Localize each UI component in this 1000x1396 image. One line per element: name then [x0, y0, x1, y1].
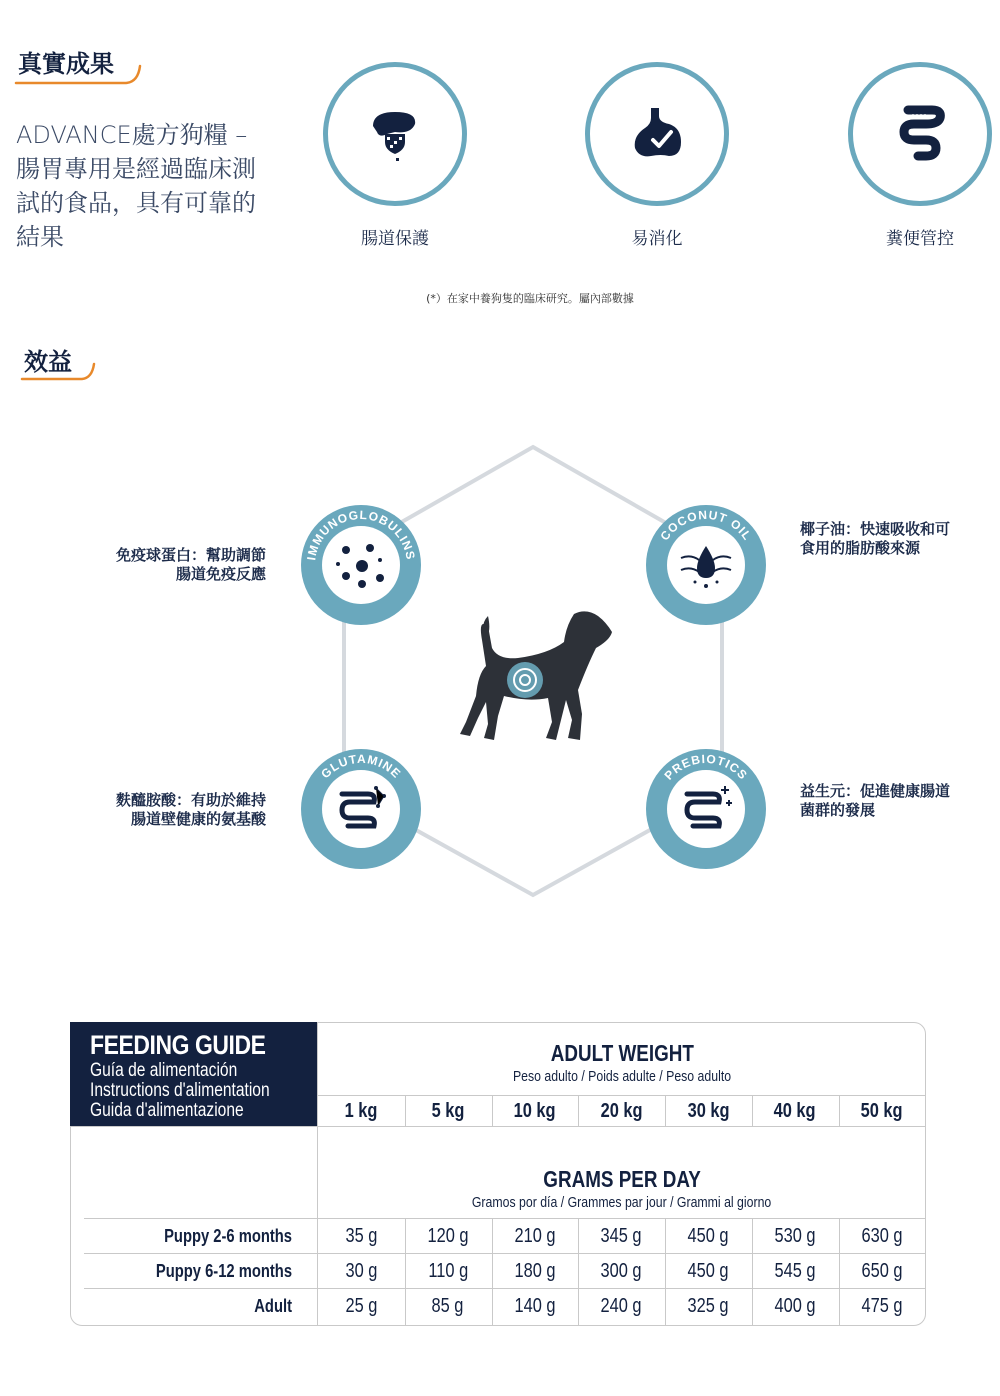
weight-col-header: 1 kg [344, 1100, 378, 1122]
results-title: 真實成果 [18, 50, 114, 78]
table-cell: 530 g [774, 1225, 816, 1247]
row-label: Adult [254, 1296, 292, 1316]
benefits-title: 效益 [24, 348, 72, 376]
adult-weight-heading [318, 1040, 926, 1085]
badge-label-glutamine: GLUTAMINE [318, 751, 404, 782]
oil-drop-icon [667, 526, 745, 604]
immune-cells-icon [322, 526, 400, 604]
table-cell: 85 g [431, 1295, 464, 1317]
feeding-guide-header [70, 1022, 318, 1126]
feeding-guide-subtitle-fr: Instructions d'alimentation [90, 1080, 270, 1101]
feeding-guide-title: FEEDING GUIDE [90, 1030, 266, 1060]
badge-label-immunoglobulins: IMMUNOGLOBULINS [304, 507, 418, 562]
intestine-plus-icon [667, 770, 745, 848]
weight-col-header: 20 kg [600, 1100, 643, 1122]
table-cell: 630 g [861, 1225, 903, 1247]
adult-weight-title: ADULT WEIGHT [550, 1040, 694, 1066]
table-cell: 180 g [514, 1260, 556, 1282]
row-label: Puppy 2-6 months [164, 1226, 292, 1246]
table-cell: 450 g [687, 1260, 729, 1282]
table-cell: 345 g [600, 1225, 642, 1247]
weight-col-header: 50 kg [860, 1100, 903, 1122]
grams-title: GRAMS PER DAY [543, 1166, 701, 1192]
row-label: Puppy 6-12 months [155, 1261, 292, 1281]
table-cell: 35 g [345, 1225, 377, 1247]
benefit-badge-immunoglobulins [301, 505, 421, 625]
table-cell: 110 g [427, 1260, 468, 1282]
weight-col-header: 5 kg [431, 1100, 465, 1122]
benefit-text-coconut-oil: 椰子油：快速吸收和可 食用的脂肪酸來源 [800, 520, 951, 557]
table-cell: 325 g [687, 1295, 729, 1317]
feeding-guide-subtitle-it: Guida d'alimentazione [90, 1100, 244, 1121]
grams-per-day-heading [318, 1166, 926, 1211]
benefit-badge-glutamine [301, 749, 421, 869]
badge-label-prebiotics: PREBIOTICS [661, 751, 751, 783]
feeding-guide-subtitle-es: Guía de alimentación [90, 1060, 238, 1081]
grams-subtitle: Gramos por día / Grammes par jour / Grammi al giorno [472, 1194, 772, 1211]
weight-col-header: 10 kg [513, 1100, 556, 1122]
footnote: (*）在家中養狗隻的臨床研究。屬內部數據 [426, 292, 634, 305]
table-cell: 240 g [600, 1295, 642, 1317]
weight-col-header: 30 kg [687, 1100, 730, 1122]
result-label-protection: 腸道保護 [361, 229, 429, 249]
table-cell: 450 g [687, 1225, 729, 1247]
result-label-stool: 糞便管控 [886, 229, 954, 249]
table-cell: 140 g [514, 1295, 556, 1317]
table-cell: 650 g [861, 1260, 903, 1282]
intestine-molecule-icon [322, 770, 400, 848]
benefit-text-prebiotics: 益生元：促進健康腸道 菌群的發展 [800, 782, 951, 819]
table-cell: 120 g [427, 1225, 469, 1247]
table-cell: 400 g [774, 1295, 816, 1317]
result-label-digestible: 易消化 [631, 229, 683, 249]
benefit-text-glutamine: 麩醯胺酸：有助於維持 腸道壁健康的氨基酸 [115, 791, 266, 828]
adult-weight-subtitle: Peso adulto / Poids adulte / Peso adulto [512, 1068, 732, 1085]
table-cell: 545 g [774, 1260, 816, 1282]
weight-col-header: 40 kg [774, 1100, 816, 1122]
lead-text: ADVANCE處方狗糧 – 腸胃專用是經過臨床測試的食品，具有可靠的結果 [16, 121, 256, 251]
benefit-badge-coconut-oil [646, 505, 766, 625]
table-cell: 25 g [345, 1295, 377, 1317]
badge-label-coconut-oil: COCONUT OIL [657, 507, 755, 544]
benefit-badge-prebiotics [646, 749, 766, 869]
table-cell: 300 g [600, 1260, 642, 1282]
table-cell: 30 g [345, 1260, 377, 1282]
dog-image [448, 604, 618, 749]
benefit-text-immunoglobulins: 免疫球蛋白：幫助調節 腸道免疫反應 [115, 546, 266, 583]
table-cell: 210 g [514, 1225, 556, 1247]
table-cell: 475 g [861, 1295, 903, 1317]
